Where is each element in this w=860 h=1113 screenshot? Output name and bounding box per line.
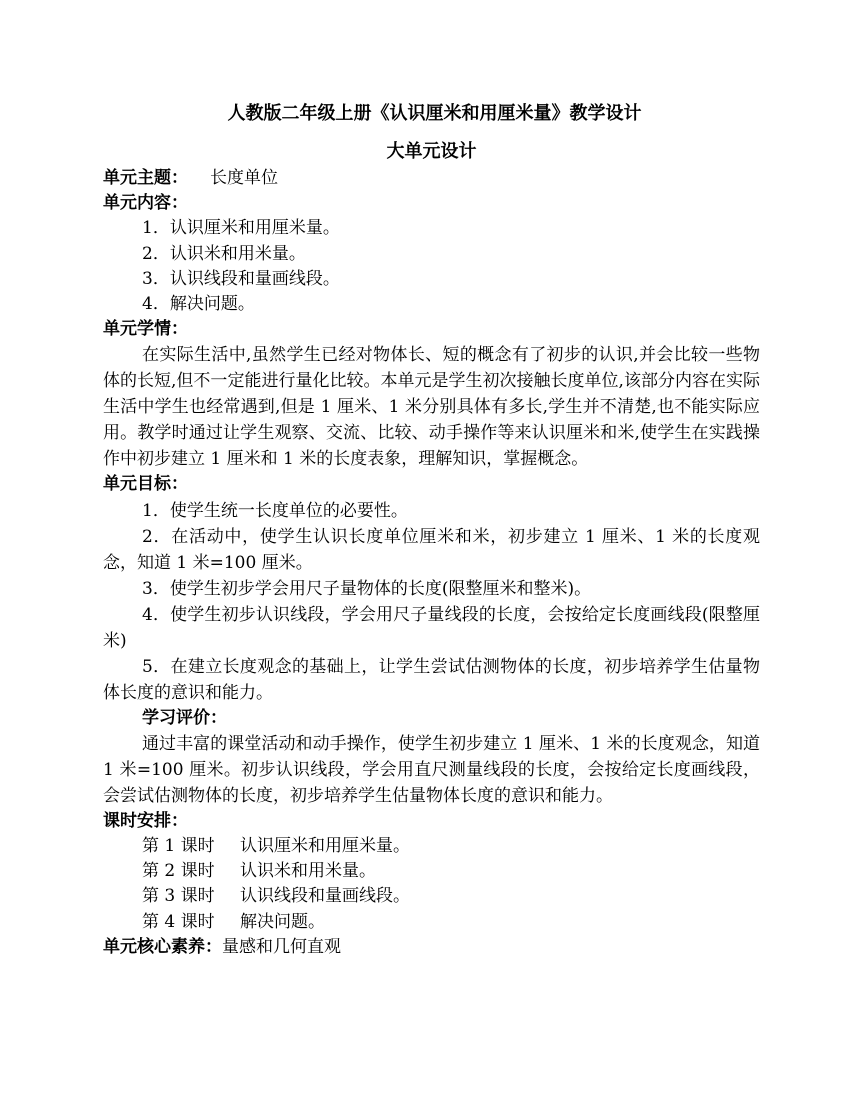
schedule-lesson-row <box>103 910 760 935</box>
lesson-topic: 认识厘米和用厘米量。 <box>240 836 410 857</box>
document-subtitle: 大单元设计 <box>386 141 477 162</box>
schedule-lesson-row <box>103 834 760 859</box>
unit-content-item: 4．解决问题。 <box>142 294 255 315</box>
unit-situation-paragraph: 在实际生活中,虽然学生已经对物体长、短的概念有了初步的认识,并会比较一些物体的长短,但不一定能进行量化比较。本单元是学生初次接触长度单位,该部分内容在实际生活中学生也经常遇到,但是 1 厘米、1 米分别具体有多长,学生并不清楚,也不能实际应用。教学时通过让学生观察、交流、比较、动手操作等来认识厘米和米,使学生在实践操作中初步建立 1 厘米和 1 米的长度表象，理解知识，掌握概念。 <box>103 345 760 470</box>
unit-content-item: 2．认识米和用米量。 <box>142 243 306 264</box>
unit-theme-row <box>103 166 760 191</box>
unit-content-item: 1．认识厘米和用厘米量。 <box>142 218 340 239</box>
lesson-number: 第 4 课时 <box>142 911 215 932</box>
unit-theme-value: 长度单位 <box>210 168 278 188</box>
unit-theme-label: 单元主题： <box>103 168 188 188</box>
unit-content-item: 3．认识线段和量画线段。 <box>142 268 340 289</box>
lesson-topic: 认识线段和量画线段。 <box>240 886 410 907</box>
lesson-topic: 认识米和用米量。 <box>240 861 376 882</box>
document-title: 人教版二年级上册《认识厘米和用厘米量》教学设计 <box>227 103 642 124</box>
unit-goal-item: 3．使学生初步学会用尺子量物体的长度(限整厘米和整米)。 <box>142 578 592 599</box>
core-literacy-label: 单元核心素养： <box>103 936 222 957</box>
lesson-number: 第 2 课时 <box>142 861 215 882</box>
unit-goal-item: 1．使学生统一长度单位的必要性。 <box>142 500 408 521</box>
unit-goal-item: 5．在建立长度观念的基础上，让学生尝试估测物体的长度，初步培养学生估量物体长度的意识和能力。 <box>103 656 760 703</box>
lesson-number: 第 1 课时 <box>142 836 215 857</box>
unit-content-label: 单元内容： <box>103 193 188 214</box>
core-literacy-row <box>103 935 760 960</box>
learning-evaluation-paragraph: 通过丰富的课堂活动和动手操作，使学生初步建立 1 厘米、1 米的长度观念，知道 1 米=100 厘米。初步认识线段，学会用直尺测量线段的长度，会按给定长度画线段，会尝试估测物体的长度，初步培养学生估量物体长度的意识和能力。 <box>103 733 760 806</box>
learning-evaluation-label: 学习评价： <box>142 707 227 728</box>
schedule-label: 课时安排： <box>103 810 188 831</box>
lesson-topic: 解决问题。 <box>240 911 325 932</box>
unit-goals-label: 单元目标： <box>103 474 188 495</box>
core-literacy-value: 量感和几何直观 <box>222 936 341 957</box>
schedule-lesson-row <box>103 884 760 909</box>
unit-goal-item: 2．在活动中，使学生认识长度单位厘米和米，初步建立 1 厘米、1 米的长度观念，知道 1 米=100 厘米。 <box>103 526 760 573</box>
unit-goal-item: 4．使学生初步认识线段，学会用尺子量线段的长度，会按给定长度画线段(限整厘米) <box>103 604 760 651</box>
unit-situation-label: 单元学情： <box>103 319 188 340</box>
lesson-number: 第 3 课时 <box>142 886 215 907</box>
schedule-lesson-row <box>103 859 760 884</box>
